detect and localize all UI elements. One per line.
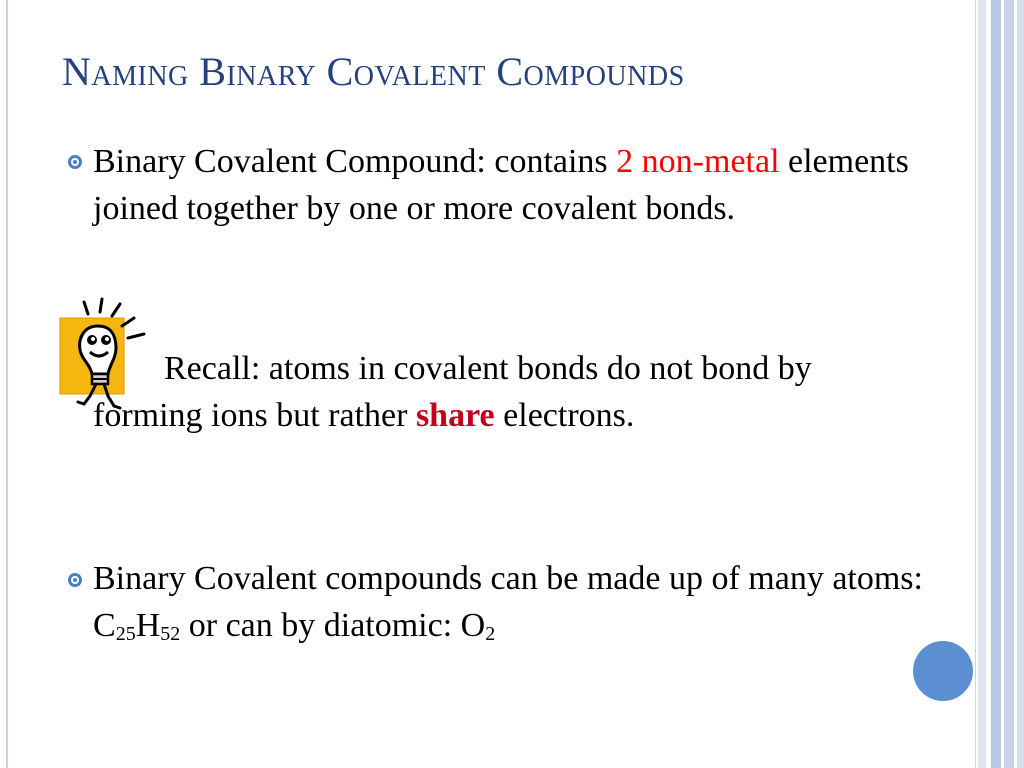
recall-note (93, 345, 913, 439)
recall-text: Recall: atoms in covalent bonds do not bond by forming ions but rather (93, 350, 812, 434)
hydrogen-symbol: H (135, 607, 161, 644)
side-stripe (978, 0, 986, 768)
title-word: Compounds (496, 49, 685, 94)
oxygen-subscript: 2 (485, 623, 496, 645)
hydrogen-subscript: 52 (160, 623, 181, 645)
title-word: Naming (62, 49, 189, 94)
decorative-circle (913, 641, 973, 701)
definition-bullet (93, 138, 923, 232)
side-stripe (1017, 0, 1024, 768)
side-stripe (1004, 0, 1014, 768)
title-word: Binary (199, 49, 317, 94)
definition-text-end: elements joined together by one or more covalent bonds. (93, 143, 909, 227)
circle-bullet-icon (68, 155, 82, 169)
non-metal-highlight: 2 non-metal (616, 143, 780, 180)
definition-text: Binary Covalent Compound: contains (93, 143, 617, 180)
circle-bullet-icon (68, 573, 82, 587)
share-emphasis: share (415, 397, 495, 434)
diatomic-text: or can by diatomic: O (180, 607, 486, 644)
slide-title (62, 48, 685, 95)
title-word: Covalent (326, 49, 486, 94)
examples-text: Binary Covalent compounds can be made up of many atoms: C (93, 560, 923, 644)
examples-bullet (93, 555, 923, 649)
recall-text-end: electrons. (494, 397, 635, 434)
side-stripe (991, 0, 1001, 768)
carbon-subscript: 25 (115, 623, 136, 645)
